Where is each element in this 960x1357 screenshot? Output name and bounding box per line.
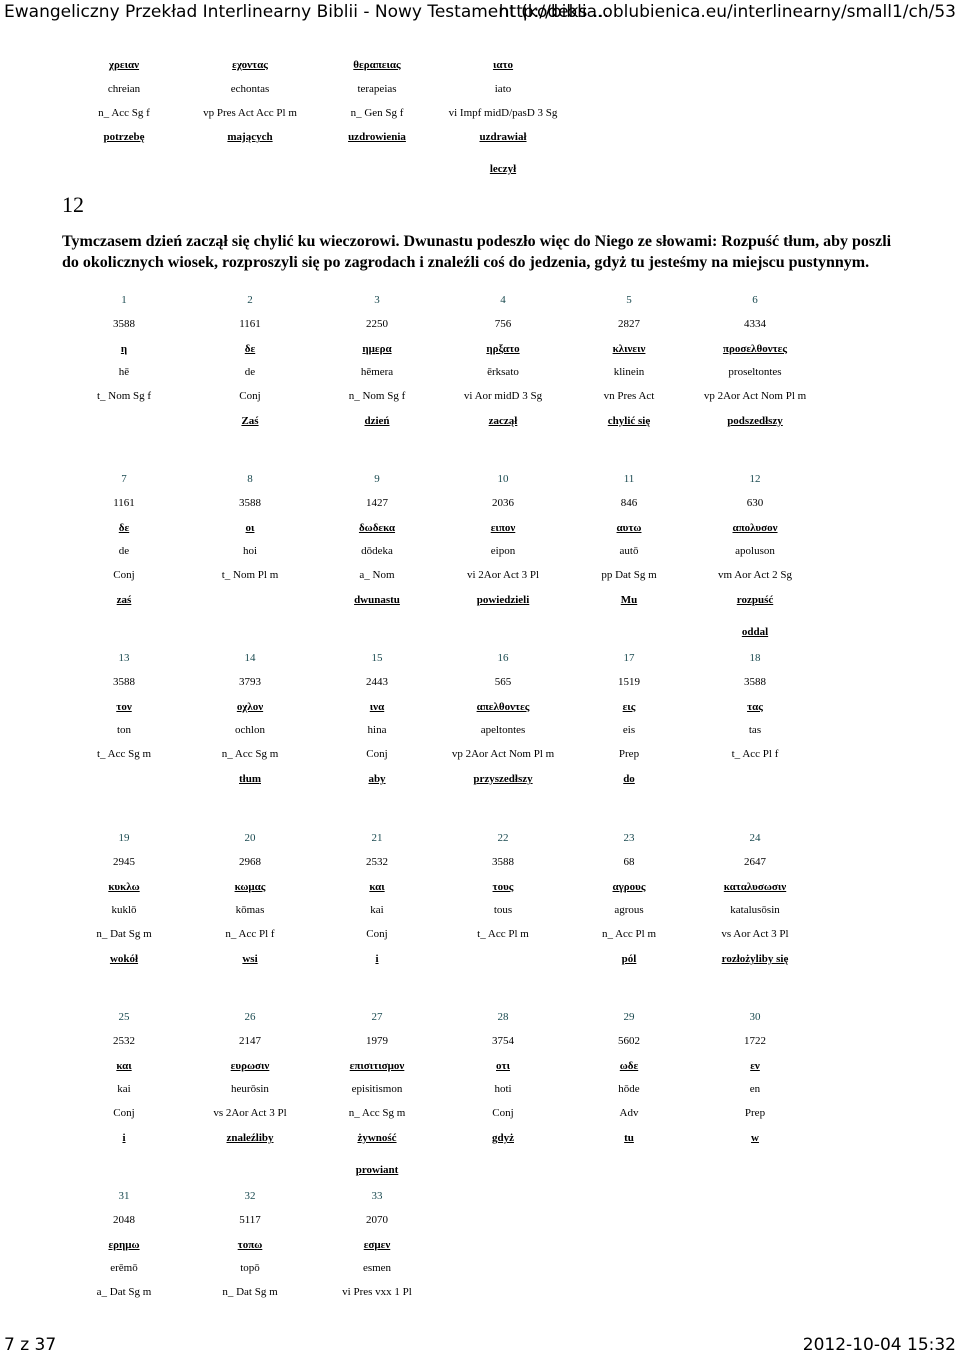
word-index: 6 — [752, 294, 758, 306]
greek-word-link[interactable]: κωμας — [234, 881, 266, 893]
transliteration: esmen — [362, 1262, 392, 1274]
greek-word-link[interactable]: και — [369, 881, 385, 893]
word-index: 7 — [121, 473, 127, 485]
strong-number: 1161 — [239, 318, 261, 330]
word-index: 5 — [626, 294, 632, 306]
polish-translation-link[interactable]: tłum — [239, 773, 261, 785]
word-index: 17 — [623, 652, 635, 664]
polish-translation-link[interactable]: gdyż — [492, 1132, 514, 1144]
word-index: 14 — [244, 652, 256, 664]
morphology: n_ Acc Sg m — [221, 748, 279, 760]
strong-number: 3588 — [113, 318, 135, 330]
strong-number: 2532 — [113, 1035, 135, 1047]
strong-number: 3793 — [239, 676, 261, 688]
strong-number: 846 — [620, 497, 638, 509]
greek-word-link[interactable]: τας — [747, 701, 763, 713]
morphology: vm Aor Act 2 Sg — [718, 569, 792, 581]
greek-word-link[interactable]: ιατο — [492, 59, 514, 71]
greek-word-link[interactable]: ηρξατο — [486, 343, 520, 355]
word-index: 28 — [497, 1011, 509, 1023]
strong-number: 3588 — [744, 676, 766, 688]
greek-word-link[interactable]: δωδεκα — [358, 522, 396, 534]
transliteration: heurōsin — [231, 1083, 269, 1095]
greek-word-link[interactable]: εσμεν — [363, 1239, 391, 1251]
greek-word-link[interactable]: η — [120, 343, 128, 355]
transliteration: terapeias — [357, 83, 397, 95]
morphology: Conj — [113, 569, 135, 581]
page-counter: 7 z 37 — [4, 1335, 57, 1355]
strong-number: 2250 — [366, 318, 388, 330]
strong-number: 2647 — [744, 856, 766, 868]
alt-translation-link[interactable]: prowiant — [355, 1164, 399, 1176]
strong-number: 3588 — [113, 676, 135, 688]
transliteration: kuklō — [111, 904, 137, 916]
transliteration: autō — [619, 545, 639, 557]
polish-translation-link[interactable]: podszedłszy — [727, 415, 783, 427]
transliteration: proseltontes — [728, 366, 782, 378]
morphology: vp 2Aor Act Nom Pl m — [451, 748, 555, 760]
morphology: n_ Dat Sg m — [96, 928, 152, 940]
greek-word-link[interactable]: εχοντας — [232, 59, 268, 71]
word-index: 18 — [749, 652, 761, 664]
transliteration: eis — [622, 724, 636, 736]
transliteration: ton — [116, 724, 132, 736]
word-index: 19 — [118, 832, 130, 844]
transliteration: hēmera — [360, 366, 394, 378]
print-datetime: 2012-10-04 15:32 — [802, 1335, 956, 1355]
greek-word-link[interactable]: καταλυσωσιν — [723, 881, 787, 893]
greek-word-link[interactable]: αγρους — [612, 881, 646, 893]
greek-word-link[interactable]: ευρωσιν — [230, 1060, 270, 1072]
word-index: 32 — [244, 1190, 256, 1202]
polish-translation-link[interactable]: zaś — [116, 594, 132, 606]
polish-translation-link[interactable]: uzdrowienia — [348, 131, 406, 143]
morphology: t_ Nom Sg f — [96, 390, 152, 402]
word-index: 2 — [247, 294, 253, 306]
transliteration: hoi — [242, 545, 258, 557]
strong-number: 3588 — [492, 856, 514, 868]
transliteration: hōde — [618, 1083, 640, 1095]
greek-word-link[interactable]: χρειαν — [108, 59, 140, 71]
morphology: Conj — [366, 928, 388, 940]
strong-number: 630 — [746, 497, 764, 509]
greek-word-link[interactable]: κυκλω — [108, 881, 140, 893]
morphology: n_ Acc Sg m — [348, 1107, 406, 1119]
transliteration: echontas — [230, 83, 270, 95]
word-index: 25 — [118, 1011, 130, 1023]
polish-translation-link[interactable]: zaczął — [488, 415, 518, 427]
morphology: n_ Nom Sg f — [348, 390, 406, 402]
polish-translation-link[interactable]: dzień — [364, 415, 390, 427]
strong-number: 565 — [494, 676, 512, 688]
alt-translation-link[interactable]: oddal — [741, 626, 769, 638]
morphology: vi 2Aor Act 3 Pl — [466, 569, 540, 581]
word-index: 11 — [623, 473, 635, 485]
strong-number: 1519 — [618, 676, 640, 688]
verse-text: Tymczasem dzień zaczął się chylić ku wieczorowi. Dwunastu podeszło więc do Niego ze słowami: Rozpuść tłum, aby poszli do okolicznych wiosek, rozproszyli się po zagrodach i znaleźli coś do jedzenia, gdyż tu jesteśmy na miejscu pustynnym. — [62, 233, 892, 271]
word-index: 10 — [497, 473, 509, 485]
polish-translation-link[interactable]: aby — [368, 773, 386, 785]
strong-number: 1722 — [744, 1035, 766, 1047]
polish-translation-link[interactable]: uzdrawiał — [479, 131, 527, 143]
greek-word-link[interactable]: ινα — [369, 701, 385, 713]
morphology: Conj — [492, 1107, 514, 1119]
morphology: t_ Acc Pl m — [477, 928, 529, 940]
transliteration: kai — [117, 1083, 131, 1095]
polish-translation-link[interactable]: żywność — [357, 1132, 397, 1144]
strong-number: 2532 — [366, 856, 388, 868]
greek-word-link[interactable]: επισιτισμον — [349, 1060, 405, 1072]
strong-number: 2036 — [492, 497, 514, 509]
polish-translation-link[interactable]: chylić się — [607, 415, 651, 427]
morphology: Prep — [744, 1107, 766, 1119]
strong-number: 2968 — [239, 856, 261, 868]
polish-translation-link[interactable]: powiedzieli — [476, 594, 530, 606]
greek-word-link[interactable]: απολυσον — [732, 522, 778, 534]
polish-translation-link[interactable]: Zaś — [241, 415, 259, 427]
strong-number: 3754 — [492, 1035, 514, 1047]
strong-number: 2827 — [618, 318, 640, 330]
transliteration: hē — [118, 366, 130, 378]
word-index: 4 — [500, 294, 506, 306]
transliteration: hoti — [494, 1083, 512, 1095]
morphology: t_ Acc Pl f — [731, 748, 779, 760]
morphology: vs 2Aor Act 3 Pl — [213, 1107, 287, 1119]
word-index: 9 — [374, 473, 380, 485]
greek-word-link[interactable]: ωδε — [619, 1060, 639, 1072]
polish-translation-link[interactable]: przyszedłszy — [473, 773, 533, 785]
greek-word-link[interactable]: εν — [750, 1060, 760, 1072]
word-index: 1 — [121, 294, 127, 306]
transliteration: hina — [367, 724, 387, 736]
morphology: vs Aor Act 3 Pl — [721, 928, 789, 940]
transliteration: de — [118, 545, 130, 557]
morphology: n_ Gen Sg f — [350, 107, 404, 119]
word-index: 13 — [118, 652, 130, 664]
transliteration: ochlon — [235, 724, 265, 736]
polish-translation-link[interactable]: Mu — [620, 594, 638, 606]
morphology: a_ Nom — [359, 569, 395, 581]
polish-translation-link[interactable]: rozpuść — [736, 594, 774, 606]
transliteration: ērksato — [487, 366, 519, 378]
morphology: vp Pres Act Acc Pl m — [203, 107, 297, 119]
strong-number: 2070 — [366, 1214, 388, 1226]
strong-number: 2147 — [239, 1035, 261, 1047]
morphology: vn Pres Act — [603, 390, 655, 402]
greek-word-link[interactable]: εις — [622, 701, 636, 713]
greek-word-link[interactable]: τον — [116, 701, 132, 713]
morphology: n_ Acc Pl m — [601, 928, 657, 940]
morphology: a_ Dat Sg m — [96, 1286, 152, 1298]
transliteration: episitismon — [351, 1083, 403, 1095]
word-index: 30 — [749, 1011, 761, 1023]
morphology: Conj — [113, 1107, 135, 1119]
transliteration: agrous — [614, 904, 644, 916]
greek-word-link[interactable]: απελθοντες — [476, 701, 530, 713]
greek-word-link[interactable]: ειπον — [490, 522, 516, 534]
greek-word-link[interactable]: οι — [245, 522, 255, 534]
transliteration: tas — [748, 724, 762, 736]
transliteration: iato — [494, 83, 512, 95]
word-index: 24 — [749, 832, 761, 844]
word-index: 31 — [118, 1190, 130, 1202]
greek-word-link[interactable]: προσελθοντες — [722, 343, 788, 355]
polish-translation-link[interactable]: w — [751, 1132, 759, 1144]
polish-translation-link[interactable]: do — [623, 773, 635, 785]
transliteration: kōmas — [235, 904, 265, 916]
transliteration: eipon — [490, 545, 516, 557]
word-index: 33 — [371, 1190, 383, 1202]
morphology: n_ Acc Pl f — [225, 928, 275, 940]
strong-number: 1427 — [366, 497, 388, 509]
word-index: 8 — [247, 473, 253, 485]
polish-translation-link[interactable]: tu — [624, 1132, 634, 1144]
strong-number: 4334 — [744, 318, 766, 330]
strong-number: 2443 — [366, 676, 388, 688]
greek-word-link[interactable]: κλινειν — [612, 343, 646, 355]
strong-number: 1979 — [366, 1035, 388, 1047]
word-index: 27 — [371, 1011, 383, 1023]
greek-word-link[interactable]: οχλον — [236, 701, 264, 713]
page-header-title: Ewangeliczny Przekład Interlinearny Biblii - Nowy Testament (kodeks ... — [4, 2, 609, 22]
word-index: 22 — [497, 832, 509, 844]
verse-number: 12 — [62, 192, 84, 217]
greek-word-link[interactable]: δε — [244, 343, 256, 355]
morphology: vi Impf midD/pasD 3 Sg — [448, 107, 558, 119]
transliteration: chreian — [107, 83, 141, 95]
page-header-url: http://biblia.oblubienica.eu/interlinearny/small1/ch/53 — [498, 2, 956, 22]
transliteration: apoluson — [735, 545, 775, 557]
morphology: Conj — [239, 390, 261, 402]
alt-translation-link[interactable]: leczył — [489, 163, 517, 175]
transliteration: apeltontes — [480, 724, 526, 736]
greek-word-link[interactable]: ερημω — [108, 1239, 140, 1251]
strong-number: 68 — [623, 856, 635, 868]
morphology: vp 2Aor Act Nom Pl m — [703, 390, 807, 402]
polish-translation-link[interactable]: wokół — [109, 953, 139, 965]
polish-translation-link[interactable]: i — [375, 953, 379, 965]
word-index: 29 — [623, 1011, 635, 1023]
strong-number: 1161 — [113, 497, 135, 509]
greek-word-link[interactable]: οτι — [496, 1060, 510, 1072]
greek-word-link[interactable]: δε — [118, 522, 130, 534]
morphology: Adv — [619, 1107, 639, 1119]
strong-number: 5602 — [618, 1035, 640, 1047]
transliteration: kai — [370, 904, 384, 916]
greek-word-link[interactable]: αυτω — [616, 522, 642, 534]
greek-word-link[interactable]: θεραπειας — [353, 59, 401, 71]
transliteration: en — [749, 1083, 761, 1095]
strong-number: 2945 — [113, 856, 135, 868]
word-index: 15 — [371, 652, 383, 664]
polish-translation-link[interactable]: znaleźliby — [226, 1132, 274, 1144]
word-index: 16 — [497, 652, 509, 664]
morphology: t_ Nom Pl m — [221, 569, 279, 581]
greek-word-link[interactable]: τους — [492, 881, 514, 893]
morphology: vi Aor midD 3 Sg — [463, 390, 543, 402]
transliteration: topō — [240, 1262, 260, 1274]
greek-word-link[interactable]: ημερα — [362, 343, 392, 355]
greek-word-link[interactable]: και — [116, 1060, 132, 1072]
morphology: n_ Acc Sg f — [98, 107, 150, 119]
word-index: 3 — [374, 294, 380, 306]
strong-number: 5117 — [239, 1214, 261, 1226]
transliteration: katalusōsin — [730, 904, 780, 916]
word-index: 20 — [244, 832, 256, 844]
transliteration: dōdeka — [361, 545, 393, 557]
greek-word-link[interactable]: τοπω — [237, 1239, 263, 1251]
morphology: t_ Acc Sg m — [96, 748, 152, 760]
transliteration: erēmō — [110, 1262, 138, 1274]
polish-translation-link[interactable]: rozłożyliby się — [721, 953, 789, 965]
word-index: 21 — [371, 832, 383, 844]
word-index: 26 — [244, 1011, 256, 1023]
polish-translation-link[interactable]: potrzebę — [103, 131, 145, 143]
polish-translation-link[interactable]: mających — [227, 131, 273, 143]
morphology: Prep — [618, 748, 640, 760]
polish-translation-link[interactable]: pól — [621, 953, 637, 965]
morphology: Conj — [366, 748, 388, 760]
morphology: pp Dat Sg m — [601, 569, 657, 581]
word-index: 12 — [749, 473, 761, 485]
strong-number: 3588 — [239, 497, 261, 509]
morphology: n_ Dat Sg m — [222, 1286, 278, 1298]
morphology: vi Pres vxx 1 Pl — [342, 1286, 412, 1298]
strong-number: 756 — [494, 318, 512, 330]
polish-translation-link[interactable]: wsi — [242, 953, 258, 965]
transliteration: de — [244, 366, 256, 378]
polish-translation-link[interactable]: dwunastu — [354, 594, 400, 606]
polish-translation-link[interactable]: i — [122, 1132, 126, 1144]
word-index: 23 — [623, 832, 635, 844]
transliteration: tous — [493, 904, 513, 916]
strong-number: 2048 — [113, 1214, 135, 1226]
transliteration: klinein — [613, 366, 645, 378]
